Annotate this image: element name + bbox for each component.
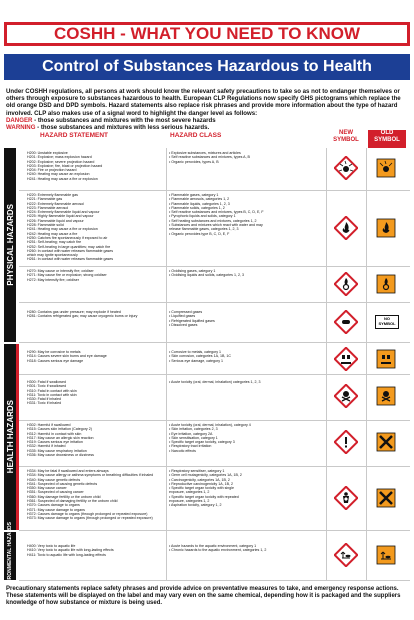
hazard-statement: H270: May cause or intensify fire; oxidiser H271: May cause fire or explosion; strong oxidiser H272: May intensify fire; oxidiser bbox=[27, 269, 107, 282]
gas-cylinder-icon bbox=[334, 310, 358, 334]
harmful-old-icon bbox=[374, 486, 398, 510]
hazard-statement: H220: Extremely flammable gas H221: Flammable gas H222: Extremely flammable aerosol H223: Flammable aerosol H224: Extremely flammable liquid and vapour H225: Highly flammable liquid and vapour H226: Flammable liquid and vapour H228: Flammable solid H241: Heating may cause a fire or explosion H242: Heating may cause a fire H250: Catches fire spontaneously if exposed to air H251: Self-heating; may catch fire H252: Self-heating in large quantities; may catch fire H260: In contact with water releases flammable gases which may ignite spontaneously H261: In contact with water releases flammable gases bbox=[27, 193, 114, 262]
danger-word: DANGER bbox=[6, 116, 33, 124]
exclamation-mark-icon bbox=[334, 430, 358, 454]
hazard-class: • Acute hazards to the aquatic environment, category 1 • Chronic hazards to the aquatic environment, categories 1, 2 bbox=[169, 544, 267, 553]
intro-paragraph: Under COSHH regulations, all persons at work should know the relevant safety precautions to take so as not to endanger themselves or others through exposure to substances hazardous to health. European CLP Regulations now specify GHS pictograms which replace the old orange DSD and DPD symbols. Hazard statements also replace risk phrases and provide more information about the type of hazard involved. CLP also makes use of a signal word to highlight the danger level as follows: bbox=[6, 88, 401, 117]
no-symbol-label: NO SYMBOL bbox=[375, 315, 399, 329]
danger-text: - those substances and mixtures with the most severe hazards bbox=[32, 116, 216, 124]
hazard-row bbox=[19, 148, 410, 191]
hazard-statement: H334: May be fatal if swallowed and enters airways H334: May cause allergy or asthma symptoms or breathing difficulties if inhaled H340: May cause genetic defects H341: Suspected of causing genetic defects H350: May cause cancer H351: Suspected of causing cancer H360: May damage fertility or the unborn child H361: Suspected of damaging fertility or the unborn child H370: Causes damage to organs H371: May cause damage to organs H372: Causes damage to organs (through prolonged or repeated exposure) H373: May cause damage to organs (through prolonged or repeated exposure) bbox=[27, 469, 154, 521]
corrosion-icon bbox=[334, 347, 358, 371]
hazard-row bbox=[19, 420, 410, 467]
hazard-row bbox=[19, 344, 410, 375]
harmful-old-icon bbox=[374, 430, 398, 454]
toxic-old-icon bbox=[374, 384, 398, 408]
hazard-statement: H300: Fatal if swallowed H301: Toxic if swallowed H310: Fatal in contact with skin H311: Toxic in contact with skin H330: Fatal if inhaled H331: Toxic if inhaled bbox=[27, 380, 77, 406]
flame-icon bbox=[334, 216, 358, 240]
hazard-class: • Corrosive to metals, category 1 • Skin corrosion, categories 1A, 1B, 1C • Serious eye damage, category 1 bbox=[169, 350, 231, 363]
hazard-row bbox=[19, 374, 410, 421]
footer-text: Precautionary statements replace safety phrases and provide advice on preventative measures to take, and emergency response actions. These statements will be displayed on the label and may vary even on the same chemical, depending how it is packaged and the suppliers knowledge of how substance or mixture is being used. bbox=[6, 586, 401, 607]
hazard-statement: H280: Contains gas under pressure; may explode if heated H281: Contains refrigerated gas; may cause cryogenic burns or injury bbox=[27, 310, 138, 319]
skull-crossbones-icon bbox=[334, 384, 358, 408]
section-health-hazards: HEALTH HAZARDS bbox=[4, 344, 16, 530]
poster-title: COSHH - WHAT YOU NEED TO KNOW bbox=[4, 22, 410, 46]
intro-text bbox=[6, 88, 408, 131]
warning-text: - those substances and mixtures with less serious hazards. bbox=[35, 124, 210, 132]
hazard-class: • Explosive substances, mixtures and articles • Self reactive substances and mixtures, types A, B • Organic peroxides, types A, B bbox=[169, 151, 250, 164]
flame-over-circle-icon bbox=[334, 272, 358, 296]
hazard-row bbox=[19, 190, 410, 267]
new-symbol-header: NEW SYMBOL bbox=[333, 130, 359, 143]
environment-old-icon bbox=[374, 543, 398, 567]
poster-subtitle: Control of Substances Hazardous to Health bbox=[4, 54, 410, 80]
warning-word: WARNING bbox=[6, 124, 36, 132]
hazard-class: • Oxidising gases, category 1 • Oxidising liquids and solids, categories 1, 2, 3 bbox=[169, 269, 244, 278]
health-hazard-icon bbox=[334, 486, 358, 510]
hazard-class: • Compressed gases • Liquified gases • Refrigerated liquified gases • Dissolved gases bbox=[169, 310, 215, 327]
hazard-row bbox=[19, 302, 410, 343]
old-symbol-header: OLD SYMBOL bbox=[368, 130, 406, 148]
hazard-class: • Acute toxicity (oral, dermal, inhalation) categories 1, 2, 3 bbox=[169, 380, 261, 384]
section-physical-hazards: PHYSICAL HAZARDS bbox=[4, 148, 16, 342]
flammable-old-icon bbox=[374, 216, 398, 240]
hazard-class: • Flammable gases, category 1 • Flammable aerosols, categories 1, 2 • Flammable liquids, categories 1, 2, 3 • Flammable solids, categories 1, 2 • Self reactive substances and mixtures, types B, C, D, E, F • Pyrophoric liquids and solids, category 1 • Self heating substances and mixtures, categories 1, 2 • Substances and mixtures which react with water and may release flammable gases, categories 1, 2, 3 • Organic peroxides type B, C, D, E, F bbox=[169, 193, 264, 236]
exploding-bomb-icon bbox=[334, 156, 358, 180]
section-environmental-hazards: ENVIRONMENTAL HAZARDS bbox=[4, 532, 16, 580]
hazard-statement-header: HAZARD STATEMENT bbox=[40, 132, 109, 139]
hazard-statement: H400: Very toxic to aquatic life H410: Very toxic to aquatic life with long-lasting effects H411: Toxic to aquatic life with long-lasting effects bbox=[27, 544, 114, 557]
hazard-row bbox=[19, 466, 410, 531]
hazard-class: • Respiratory sensitiser, category 1 • Germ cell mutagenicity, categories 1A, 1B, 2 • Carcinogenicity, categories 1A, 1B, 2 • Reproductive carcinogenicity 1A, 1B, 2 • Specific target organ toxicity with single exposure, categories 1, 2 • Specific target organ toxicity with repeated exposure, categories 1, 2 • Aspiration toxicity, category 1, 2 bbox=[169, 469, 242, 508]
hazard-class: • Acute toxicity (oral, dermal, inhalation), category 4 • Skin irritation, categories 2, 3 • Eye irritation, category 2A • Skin sensitisation, category 1 • Specific target organ toxicity, category 3 • Respiratory tract irritation • Narcotic effects bbox=[169, 423, 251, 453]
hazard-row bbox=[19, 266, 410, 303]
hazard-statement: H302: Harmful if swallowed H315: Causes skin irritation (Category 2) H312: Harmful in contact with skin H317: May cause an allergic skin reaction H319: Causes serious eye irritation H332: Harmful if inhaled H335: May cause respiratory irritation H336: May cause drowsiness or dizziness bbox=[27, 423, 94, 458]
hazard-statement: H290: May be corrosive to metals H314: Causes severe skin burns and eye damage H318: Causes serious eye damage bbox=[27, 350, 107, 363]
hazard-class-header: HAZARD CLASS bbox=[170, 132, 222, 139]
hazard-statement: H200: Unstable explosive H201: Explosive; mass explosion hazard H202: Explosive; severe projection hazard H203: Explosive; fire, blast or projection hazard H204: Fire or projection hazard H240: Heating may cause an explosion H241: Heating may cause a fire or explosion bbox=[27, 151, 103, 181]
corrosive-old-icon bbox=[374, 347, 398, 371]
environment-icon bbox=[334, 543, 358, 567]
hazard-row bbox=[19, 532, 410, 581]
explosive-old-icon bbox=[374, 156, 398, 180]
oxidising-old-icon bbox=[374, 272, 398, 296]
